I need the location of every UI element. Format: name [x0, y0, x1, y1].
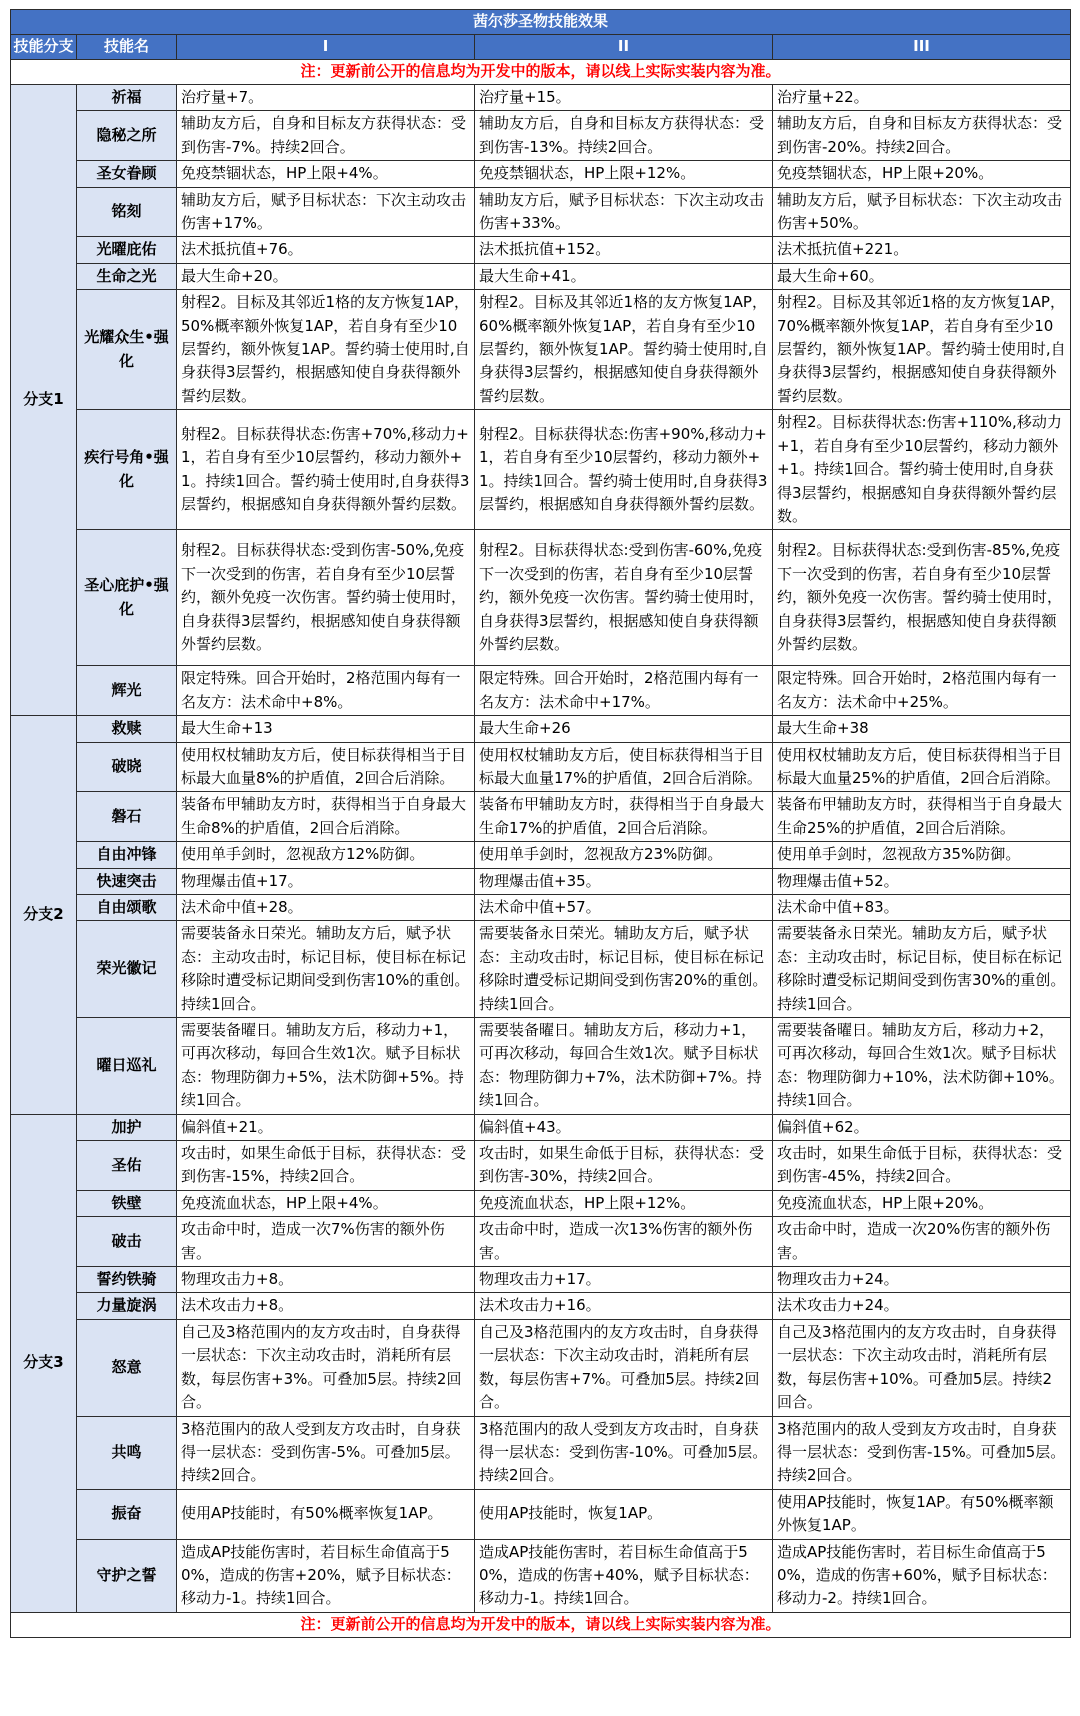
header-branch: 技能分支 — [11, 35, 77, 60]
skill-effect-level-1: 使用AP技能时，有50%概率恢复1AP。 — [177, 1489, 475, 1539]
table-row — [11, 1319, 1071, 1416]
skill-name: 光曜庇佑 — [77, 237, 177, 263]
skill-effect-level-3: 辅助友方后，自身和目标友方获得状态：受到伤害-20%。持续2回合。 — [773, 111, 1071, 161]
skill-effect-level-3: 偏斜值+62。 — [773, 1114, 1071, 1140]
skill-effect-level-1: 限定特殊。回合开始时，2格范围内每有一名友方：法术命中+8%。 — [177, 666, 475, 716]
skill-name: 辉光 — [77, 666, 177, 716]
skill-effect-level-2: 偏斜值+43。 — [475, 1114, 773, 1140]
skill-effect-level-3: 需要装备永日荣光。辅助友方后，赋予状态：主动攻击时，标记目标，使目标在标记移除时遭受标记期间受到伤害30%的重创。持续1回合。 — [773, 921, 1071, 1018]
skill-name: 加护 — [77, 1114, 177, 1140]
skill-effect-level-1: 辅助友方后，赋予目标状态：下次主动攻击伤害+17%。 — [177, 187, 475, 237]
skill-name: 铭刻 — [77, 187, 177, 237]
skill-effect-level-1: 需要装备曜日。辅助友方后，移动力+1，可再次移动，每回合生效1次。赋予目标状态：物理防御力+5%，法术防御+5%。持续1回合。 — [177, 1018, 475, 1115]
table-row — [11, 1018, 1071, 1115]
table-row — [11, 842, 1071, 868]
skill-effect-level-1: 使用权杖辅助友方后，使目标获得相当于目标最大血量8%的护盾值，2回合后消除。 — [177, 742, 475, 792]
table-row — [11, 666, 1071, 716]
skill-effect-level-1: 装备布甲辅助友方时，获得相当于自身最大生命8%的护盾值，2回合后消除。 — [177, 792, 475, 842]
skill-effect-level-1: 物理爆击值+17。 — [177, 868, 475, 894]
skill-name: 圣心庇护•强化 — [77, 530, 177, 666]
skill-effect-level-2: 使用权杖辅助友方后，使目标获得相当于目标最大血量17%的护盾值，2回合后消除。 — [475, 742, 773, 792]
skill-name: 圣女眷顾 — [77, 161, 177, 187]
skill-effect-level-3: 使用权杖辅助友方后，使目标获得相当于目标最大血量25%的护盾值，2回合后消除。 — [773, 742, 1071, 792]
skill-name: 光耀众生•强化 — [77, 290, 177, 410]
skill-effect-level-3: 3格范围内的敌人受到友方攻击时，自身获得一层状态：受到伤害-15%。可叠加5层。持续2回合。 — [773, 1416, 1071, 1489]
skill-name: 振奋 — [77, 1489, 177, 1539]
skill-effect-level-2: 装备布甲辅助友方时，获得相当于自身最大生命17%的护盾值，2回合后消除。 — [475, 792, 773, 842]
skill-effect-level-1: 免疫禁锢状态，HP上限+4%。 — [177, 161, 475, 187]
table-row — [11, 187, 1071, 237]
branch-label: 分支2 — [11, 716, 77, 1115]
skill-effect-level-3: 治疗量+22。 — [773, 85, 1071, 111]
table-row — [11, 1267, 1071, 1293]
skill-effect-level-1: 3格范围内的敌人受到友方攻击时，自身获得一层状态：受到伤害-5%。可叠加5层。持续2回合。 — [177, 1416, 475, 1489]
skill-effect-level-2: 射程2。目标获得状态:受到伤害-60%,免疫下一次受到的伤害，若自身有至少10层誓约，额外免疫一次伤害。誓约骑士使用时，自身获得3层誓约，根据感知使自身获得额外誓约层数。 — [475, 530, 773, 666]
skill-effect-level-2: 射程2。目标获得状态:伤害+90%,移动力+1，若自身有至少10层誓约，移动力额外+1。持续1回合。誓约骑士使用时,自身获得3层誓约，根据感知自身获得额外誓约层数。 — [475, 410, 773, 530]
skill-effect-level-1: 射程2。目标及其邻近1格的友方恢复1AP，50%概率额外恢复1AP，若自身有至少10层誓约，额外恢复1AP。誓约骑士使用时,自身获得3层誓约，根据感知使自身获得额外誓约层数。 — [177, 290, 475, 410]
header-row — [11, 35, 1071, 60]
table-row — [11, 1217, 1071, 1267]
skill-name: 共鸣 — [77, 1416, 177, 1489]
table-row — [11, 1416, 1071, 1489]
skill-name: 力量旋涡 — [77, 1293, 177, 1319]
skill-effect-level-1: 偏斜值+21。 — [177, 1114, 475, 1140]
skill-effect-level-3: 法术攻击力+24。 — [773, 1293, 1071, 1319]
table-row — [11, 716, 1071, 742]
header-skill-name: 技能名 — [77, 35, 177, 60]
title-row — [11, 10, 1071, 35]
table-row — [11, 1539, 1071, 1612]
table-row — [11, 263, 1071, 289]
skill-effect-level-1: 治疗量+7。 — [177, 85, 475, 111]
skill-name: 自由颂歌 — [77, 894, 177, 920]
skill-effect-level-1: 射程2。目标获得状态:伤害+70%,移动力+1，若自身有至少10层誓约，移动力额外+1。持续1回合。誓约骑士使用时,自身获得3层誓约，根据感知自身获得额外誓约层数。 — [177, 410, 475, 530]
skill-effect-level-1: 免疫流血状态，HP上限+4%。 — [177, 1190, 475, 1216]
skill-name: 自由冲锋 — [77, 842, 177, 868]
skill-effect-level-1: 最大生命+20。 — [177, 263, 475, 289]
table-row — [11, 1141, 1071, 1191]
bottom-note: 注：更新前公开的信息均为开发中的版本，请以线上实际实装内容为准。 — [11, 1612, 1071, 1637]
skill-effect-level-1: 攻击时，如果生命低于目标，获得状态：受到伤害-15%，持续2回合。 — [177, 1141, 475, 1191]
skill-effect-level-2: 使用AP技能时，恢复1AP。 — [475, 1489, 773, 1539]
skill-name: 救赎 — [77, 716, 177, 742]
skill-effect-level-2: 免疫流血状态，HP上限+12%。 — [475, 1190, 773, 1216]
skill-effect-level-3: 装备布甲辅助友方时，获得相当于自身最大生命25%的护盾值，2回合后消除。 — [773, 792, 1071, 842]
skill-effect-level-3: 造成AP技能伤害时，若目标生命值高于50%，造成的伤害+60%，赋予目标状态：移动力-2。持续1回合。 — [773, 1539, 1071, 1612]
skill-effect-level-3: 射程2。目标获得状态:伤害+110%,移动力+1，若自身有至少10层誓约，移动力额外+1。持续1回合。誓约骑士使用时,自身获得3层誓约，根据感知自身获得额外誓约层数。 — [773, 410, 1071, 530]
table-row — [11, 111, 1071, 161]
table-row — [11, 290, 1071, 410]
skill-effect-level-2: 需要装备永日荣光。辅助友方后，赋予状态：主动攻击时，标记目标，使目标在标记移除时遭受标记期间受到伤害20%的重创。持续1回合。 — [475, 921, 773, 1018]
skill-effect-level-3: 免疫流血状态，HP上限+20%。 — [773, 1190, 1071, 1216]
bottom-note-row — [11, 1612, 1071, 1637]
skill-name: 祈福 — [77, 85, 177, 111]
skill-name: 守护之誓 — [77, 1539, 177, 1612]
top-note: 注：更新前公开的信息均为开发中的版本，请以线上实际实装内容为准。 — [11, 60, 1071, 85]
skill-name: 誓约铁骑 — [77, 1267, 177, 1293]
skill-effect-level-2: 法术抵抗值+152。 — [475, 237, 773, 263]
branch-label: 分支3 — [11, 1114, 77, 1612]
skill-name: 磐石 — [77, 792, 177, 842]
skill-name: 破击 — [77, 1217, 177, 1267]
skill-effect-level-3: 物理攻击力+24。 — [773, 1267, 1071, 1293]
skill-effect-level-1: 法术命中值+28。 — [177, 894, 475, 920]
skill-effect-level-3: 使用单手剑时，忽视敌方35%防御。 — [773, 842, 1071, 868]
table-row — [11, 742, 1071, 792]
skill-effect-level-2: 攻击时，如果生命低于目标，获得状态：受到伤害-30%，持续2回合。 — [475, 1141, 773, 1191]
skill-effect-level-3: 攻击命中时，造成一次20%伤害的额外伤害。 — [773, 1217, 1071, 1267]
header-level-2: II — [475, 35, 773, 60]
skill-effect-level-2: 免疫禁锢状态，HP上限+12%。 — [475, 161, 773, 187]
skill-effect-level-1: 法术攻击力+8。 — [177, 1293, 475, 1319]
skill-effect-level-1: 辅助友方后，自身和目标友方获得状态：受到伤害-7%。持续2回合。 — [177, 111, 475, 161]
table-row — [11, 530, 1071, 666]
skill-effect-level-3: 法术抵抗值+221。 — [773, 237, 1071, 263]
table-row — [11, 1489, 1071, 1539]
skill-effect-level-2: 限定特殊。回合开始时，2格范围内每有一名友方：法术命中+17%。 — [475, 666, 773, 716]
table-row — [11, 85, 1071, 111]
skill-effect-level-3: 需要装备曜日。辅助友方后，移动力+2，可再次移动，每回合生效1次。赋予目标状态：物理防御力+10%，法术防御+10%。持续1回合。 — [773, 1018, 1071, 1115]
skill-name: 隐秘之所 — [77, 111, 177, 161]
skill-effect-level-2: 需要装备曜日。辅助友方后，移动力+1，可再次移动，每回合生效1次。赋予目标状态：物理防御力+7%，法术防御+7%。持续1回合。 — [475, 1018, 773, 1115]
skill-effect-level-1: 最大生命+13 — [177, 716, 475, 742]
skill-effect-level-2: 物理攻击力+17。 — [475, 1267, 773, 1293]
table-row — [11, 1114, 1071, 1140]
skill-name: 曜日巡礼 — [77, 1018, 177, 1115]
skill-effect-level-2: 使用单手剑时，忽视敌方23%防御。 — [475, 842, 773, 868]
skill-effect-level-1: 攻击命中时，造成一次7%伤害的额外伤害。 — [177, 1217, 475, 1267]
skill-name: 怒意 — [77, 1319, 177, 1416]
skill-effect-level-3: 最大生命+60。 — [773, 263, 1071, 289]
table-row — [11, 237, 1071, 263]
header-level-1: I — [177, 35, 475, 60]
skill-effect-level-3: 使用AP技能时，恢复1AP。有50%概率额外恢复1AP。 — [773, 1489, 1071, 1539]
skill-effect-level-2: 辅助友方后，自身和目标友方获得状态：受到伤害-13%。持续2回合。 — [475, 111, 773, 161]
skill-effect-level-3: 射程2。目标及其邻近1格的友方恢复1AP，70%概率额外恢复1AP，若自身有至少10层誓约，额外恢复1AP。誓约骑士使用时,自身获得3层誓约，根据感知使自身获得额外誓约层数。 — [773, 290, 1071, 410]
skill-effect-level-3: 法术命中值+83。 — [773, 894, 1071, 920]
skill-name: 生命之光 — [77, 263, 177, 289]
skill-effects-table — [10, 9, 1071, 1638]
skill-effect-level-3: 限定特殊。回合开始时，2格范围内每有一名友方：法术命中+25%。 — [773, 666, 1071, 716]
skill-name: 铁壁 — [77, 1190, 177, 1216]
skill-effect-level-3: 自己及3格范围内的友方攻击时，自身获得一层状态：下次主动攻击时，消耗所有层数，每层伤害+10%。可叠加5层。持续2回合。 — [773, 1319, 1071, 1416]
skill-effect-level-2: 最大生命+26 — [475, 716, 773, 742]
skill-effect-level-2: 3格范围内的敌人受到友方攻击时，自身获得一层状态：受到伤害-10%。可叠加5层。持续2回合。 — [475, 1416, 773, 1489]
table-row — [11, 921, 1071, 1018]
header-level-3: III — [773, 35, 1071, 60]
skill-effect-level-2: 造成AP技能伤害时，若目标生命值高于50%，造成的伤害+40%，赋予目标状态：移动力-1。持续1回合。 — [475, 1539, 773, 1612]
skill-effect-level-2: 最大生命+41。 — [475, 263, 773, 289]
skill-effect-level-3: 物理爆击值+52。 — [773, 868, 1071, 894]
skill-effect-level-1: 自己及3格范围内的友方攻击时，自身获得一层状态：下次主动攻击时，消耗所有层数，每层伤害+3%。可叠加5层。持续2回合。 — [177, 1319, 475, 1416]
skill-name: 疾行号角•强化 — [77, 410, 177, 530]
table-title: 茜尔莎圣物技能效果 — [11, 10, 1071, 35]
table-row — [11, 868, 1071, 894]
skill-effect-level-2: 法术命中值+57。 — [475, 894, 773, 920]
skill-effect-level-2: 射程2。目标及其邻近1格的友方恢复1AP，60%概率额外恢复1AP，若自身有至少10层誓约，额外恢复1AP。誓约骑士使用时,自身获得3层誓约，根据感知使自身获得额外誓约层数。 — [475, 290, 773, 410]
branch-label: 分支1 — [11, 85, 77, 716]
skill-effect-level-2: 治疗量+15。 — [475, 85, 773, 111]
table-row — [11, 410, 1071, 530]
skill-effect-level-2: 物理爆击值+35。 — [475, 868, 773, 894]
skill-effect-level-2: 自己及3格范围内的友方攻击时，自身获得一层状态：下次主动攻击时，消耗所有层数，每层伤害+7%。可叠加5层。持续2回合。 — [475, 1319, 773, 1416]
table-row — [11, 1190, 1071, 1216]
skill-name: 圣佑 — [77, 1141, 177, 1191]
skill-effect-level-3: 攻击时，如果生命低于目标，获得状态：受到伤害-45%，持续2回合。 — [773, 1141, 1071, 1191]
table-row — [11, 1293, 1071, 1319]
skill-effect-level-1: 需要装备永日荣光。辅助友方后，赋予状态：主动攻击时，标记目标，使目标在标记移除时遭受标记期间受到伤害10%的重创。持续1回合。 — [177, 921, 475, 1018]
table-row — [11, 792, 1071, 842]
skill-effect-level-1: 造成AP技能伤害时，若目标生命值高于50%，造成的伤害+20%，赋予目标状态：移动力-1。持续1回合。 — [177, 1539, 475, 1612]
skill-name: 荣光徽记 — [77, 921, 177, 1018]
table-row — [11, 161, 1071, 187]
top-note-row — [11, 60, 1071, 85]
skill-name: 破晓 — [77, 742, 177, 792]
skill-effects-sheet — [10, 9, 1070, 1638]
skill-effect-level-1: 射程2。目标获得状态:受到伤害-50%,免疫下一次受到的伤害，若自身有至少10层誓约，额外免疫一次伤害。誓约骑士使用时，自身获得3层誓约，根据感知使自身获得额外誓约层数。 — [177, 530, 475, 666]
table-row — [11, 894, 1071, 920]
skill-effect-level-1: 使用单手剑时，忽视敌方12%防御。 — [177, 842, 475, 868]
skill-effect-level-1: 法术抵抗值+76。 — [177, 237, 475, 263]
skill-effect-level-3: 射程2。目标获得状态:受到伤害-85%,免疫下一次受到的伤害，若自身有至少10层誓约，额外免疫一次伤害。誓约骑士使用时，自身获得3层誓约，根据感知使自身获得额外誓约层数。 — [773, 530, 1071, 666]
skill-effect-level-1: 物理攻击力+8。 — [177, 1267, 475, 1293]
skill-effect-level-2: 法术攻击力+16。 — [475, 1293, 773, 1319]
skill-effect-level-2: 攻击命中时，造成一次13%伤害的额外伤害。 — [475, 1217, 773, 1267]
skill-name: 快速突击 — [77, 868, 177, 894]
skill-effect-level-3: 免疫禁锢状态，HP上限+20%。 — [773, 161, 1071, 187]
skill-effect-level-3: 辅助友方后，赋予目标状态：下次主动攻击伤害+50%。 — [773, 187, 1071, 237]
skill-effect-level-2: 辅助友方后，赋予目标状态：下次主动攻击伤害+33%。 — [475, 187, 773, 237]
skill-effect-level-3: 最大生命+38 — [773, 716, 1071, 742]
